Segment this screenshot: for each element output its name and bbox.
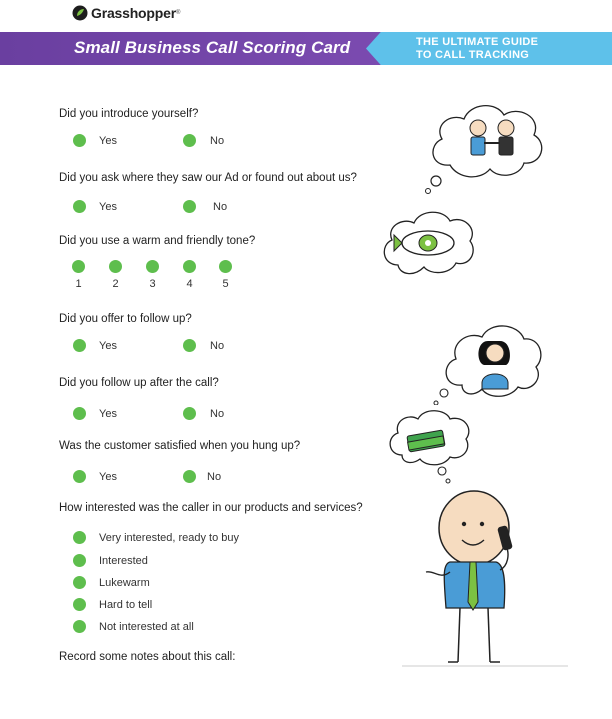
option-no-label: No <box>210 135 225 147</box>
question-introduce: Did you introduce yourself? <box>59 108 199 120</box>
option-yes-radio[interactable] <box>73 470 86 483</box>
option-yes-radio[interactable] <box>73 134 86 147</box>
subtitle-line-2: TO CALL TRACKING <box>416 49 530 61</box>
question-ad-source: Did you ask where they saw our Ad or found out about us? <box>59 172 357 184</box>
rating-4-label: 4 <box>186 278 193 290</box>
money-stack-thought-icon <box>384 405 474 485</box>
logo-text: Grasshopper <box>91 5 176 21</box>
question-interest: How interested was the caller in our products and services? <box>59 502 363 514</box>
rating-1-label: 1 <box>75 278 82 290</box>
man-on-phone-illustration <box>400 490 570 670</box>
question-followed-up: Did you follow up after the call? <box>59 377 219 389</box>
interest-interested-radio[interactable] <box>73 554 86 567</box>
interest-very-label: Very interested, ready to buy <box>99 532 240 544</box>
interest-hard-to-tell-radio[interactable] <box>73 598 86 611</box>
support-agent-thought-icon <box>432 315 547 405</box>
option-yes-label: Yes <box>99 201 117 213</box>
rating-2-radio[interactable] <box>109 260 122 273</box>
interest-lukewarm-label: Lukewarm <box>99 577 150 589</box>
question-tone: Did you use a warm and friendly tone? <box>59 235 256 247</box>
option-no-label: No <box>210 340 225 352</box>
rating-3-radio[interactable] <box>146 260 159 273</box>
interest-very-radio[interactable] <box>73 531 86 544</box>
notes-prompt: Record some notes about this call: <box>59 651 236 663</box>
grasshopper-logo-icon <box>72 5 88 21</box>
interest-hard-to-tell-label: Hard to tell <box>99 599 153 611</box>
subtitle <box>416 36 538 62</box>
option-no-label: No <box>207 471 222 483</box>
interest-not-interested-radio[interactable] <box>73 620 86 633</box>
option-no-radio[interactable] <box>183 339 196 352</box>
logo-trademark: ® <box>175 10 181 16</box>
option-no-radio[interactable] <box>183 470 196 483</box>
option-no-radio[interactable] <box>183 200 196 213</box>
option-no-label: No <box>213 201 228 213</box>
option-no-label: No <box>210 408 225 420</box>
option-yes-label: Yes <box>99 135 117 147</box>
option-no-radio[interactable] <box>183 407 196 420</box>
option-yes-radio[interactable] <box>73 407 86 420</box>
rating-1-radio[interactable] <box>72 260 85 273</box>
page-title: Small Business Call Scoring Card <box>74 38 351 57</box>
interest-not-interested-label: Not interested at all <box>99 621 194 633</box>
subtitle-line-1: THE ULTIMATE GUIDE <box>416 36 539 48</box>
interest-lukewarm-radio[interactable] <box>73 576 86 589</box>
option-yes-radio[interactable] <box>73 200 86 213</box>
option-yes-label: Yes <box>99 471 117 483</box>
blimp-thought-icon <box>378 205 478 285</box>
question-offer-follow-up: Did you offer to follow up? <box>59 313 192 325</box>
rating-5-radio[interactable] <box>219 260 232 273</box>
option-yes-label: Yes <box>99 340 117 352</box>
grasshopper-logo <box>72 3 180 23</box>
rating-3-label: 3 <box>149 278 156 290</box>
option-yes-label: Yes <box>99 408 117 420</box>
rating-4-radio[interactable] <box>183 260 196 273</box>
option-no-radio[interactable] <box>183 134 196 147</box>
interest-interested-label: Interested <box>99 555 148 567</box>
rating-2-label: 2 <box>112 278 119 290</box>
rating-5-label: 5 <box>222 278 229 290</box>
option-yes-radio[interactable] <box>73 339 86 352</box>
question-satisfied: Was the customer satisfied when you hung up? <box>59 440 301 452</box>
handshake-thought-icon <box>420 95 552 195</box>
